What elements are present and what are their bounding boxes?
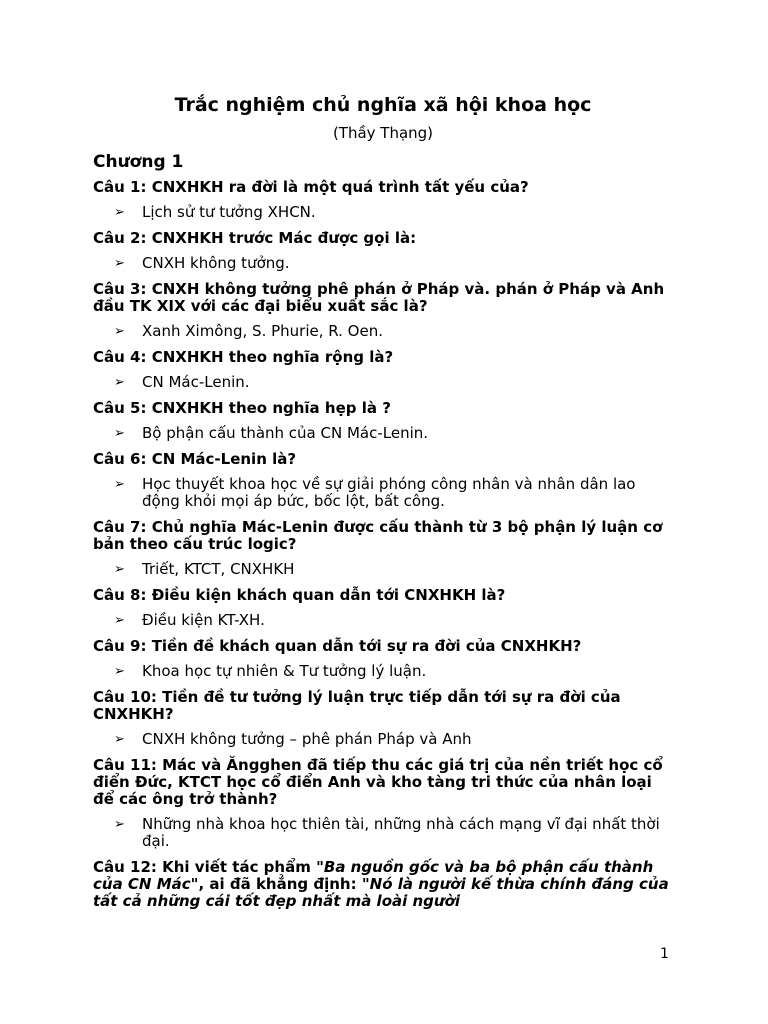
answer-5	[93, 425, 673, 442]
answer-6	[93, 476, 673, 510]
arrow-bullet-icon: ➢	[114, 205, 125, 220]
answer-4	[93, 374, 673, 391]
answer-text: Những nhà khoa học thiên tài, những nhà cách mạng vĩ đại nhất thời đại.	[142, 815, 660, 850]
question-7: Câu 7: Chủ nghĩa Mác-Lenin được cấu thành từ 3 bộ phận lý luận cơ bản theo cấu trúc logic?	[93, 518, 663, 553]
document-page	[93, 93, 673, 910]
answer-2	[93, 255, 673, 272]
answer-text: CN Mác-Lenin.	[142, 373, 250, 391]
answer-7	[93, 561, 673, 578]
question-12-text-1: Câu 12: Khi viết tác phẩm "	[93, 858, 324, 876]
arrow-bullet-icon: ➢	[114, 477, 125, 492]
question-list	[93, 179, 673, 850]
arrow-bullet-icon: ➢	[114, 732, 125, 747]
question-12	[93, 859, 673, 910]
arrow-bullet-icon: ➢	[114, 562, 125, 577]
question-12-work-title: Ba nguồn gốc và ba bộ phận cấu thành của CN Mác	[93, 858, 654, 893]
document-subtitle: (Thầy Thạng)	[332, 124, 434, 142]
page-number: 1	[660, 946, 669, 962]
answer-text: Lịch sử tư tưởng XHCN.	[142, 203, 316, 221]
document-title: Trắc nghiệm chủ nghĩa xã hội khoa học	[174, 94, 592, 116]
answer-text: Xanh Ximông, S. Phurie, R. Oen.	[142, 322, 383, 340]
question-12-text-2: ", ai đã khẳng định: "	[190, 875, 370, 893]
arrow-bullet-icon: ➢	[114, 375, 125, 390]
question-3: Câu 3: CNXH không tưởng phê phán ở Pháp và. phán ở Pháp và Anh đầu TK XIX với các đại biểu xuất sắc là?	[93, 280, 665, 315]
answer-text: CNXH không tưởng – phê phán Pháp và Anh	[142, 730, 472, 748]
arrow-bullet-icon: ➢	[114, 324, 125, 339]
question-4: Câu 4: CNXHKH theo nghĩa rộng là?	[93, 348, 394, 366]
arrow-bullet-icon: ➢	[114, 664, 125, 679]
question-5: Câu 5: CNXHKH theo nghĩa hẹp là ?	[93, 399, 391, 417]
question-10: Câu 10: Tiền đề tư tưởng lý luận trực tiếp dẫn tới sự ra đời của CNXHKH?	[93, 688, 621, 723]
question-9: Câu 9: Tiền đề khách quan dẫn tới sự ra đời của CNXHKH?	[93, 637, 582, 655]
arrow-bullet-icon: ➢	[114, 613, 125, 628]
answer-11	[93, 816, 673, 850]
answer-8	[93, 612, 673, 629]
question-2: Câu 2: CNXHKH trước Mác được gọi là:	[93, 229, 417, 247]
question-8: Câu 8: Điều kiện khách quan dẫn tới CNXHKH là?	[93, 586, 506, 604]
answer-text: Khoa học tự nhiên & Tư tưởng lý luận.	[142, 662, 427, 680]
arrow-bullet-icon: ➢	[114, 426, 125, 441]
answer-text: Điều kiện KT-XH.	[142, 611, 265, 629]
question-1: Câu 1: CNXHKH ra đời là một quá trình tất yếu của?	[93, 178, 529, 196]
answer-3	[93, 323, 673, 340]
answer-9	[93, 663, 673, 680]
answer-1	[93, 204, 673, 221]
answer-text: Triết, KTCT, CNXHKH	[142, 560, 295, 578]
answer-text: Bộ phận cấu thành của CN Mác-Lenin.	[142, 424, 429, 442]
answer-10	[93, 731, 673, 748]
question-6: Câu 6: CN Mác-Lenin là?	[93, 450, 297, 468]
answer-text: CNXH không tưởng.	[142, 254, 290, 272]
answer-text: Học thuyết khoa học về sự giải phóng công nhân và nhân dân lao động khỏi mọi áp bức, bốc lột, bất công.	[142, 475, 636, 510]
chapter-heading: Chương 1	[93, 152, 184, 172]
question-12-quote: Nó là người kế thừa chính đáng của tất cả những cái tốt đẹp nhất mà loài người	[93, 875, 669, 910]
arrow-bullet-icon: ➢	[114, 256, 125, 271]
arrow-bullet-icon: ➢	[114, 817, 125, 832]
question-11: Câu 11: Mác và Ăngghen đã tiếp thu các giá trị của nền triết học cổ điển Đức, KTCT học cổ điển Anh và kho tàng tri thức của nhân loại để các ông trở thành?	[93, 756, 663, 808]
